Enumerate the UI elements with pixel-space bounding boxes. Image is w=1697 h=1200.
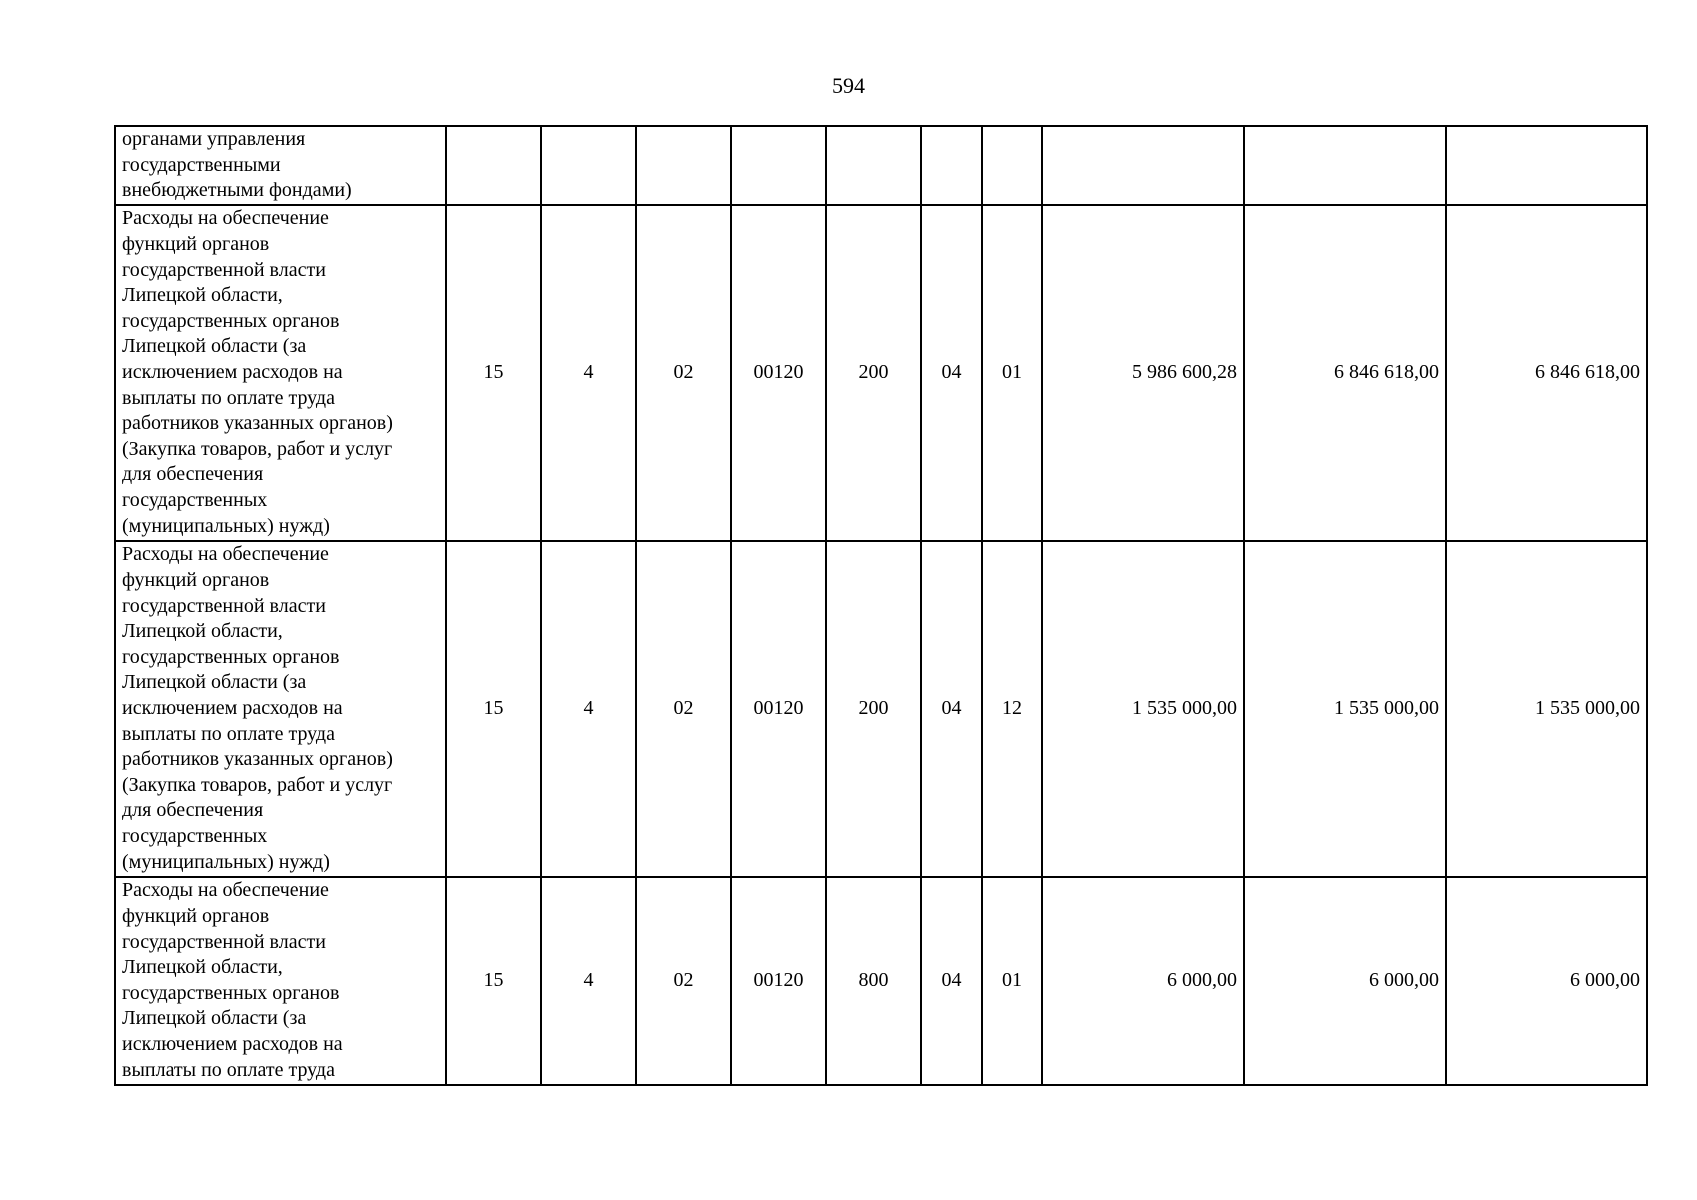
amount-cell: 1 535 000,00 (1042, 541, 1244, 877)
code-cell: 15 (446, 205, 541, 541)
amount-cell (1042, 126, 1244, 205)
description-line: государственных органов (122, 309, 340, 332)
page-number: 594 (832, 73, 865, 98)
description-line: выплаты по оплате труда (122, 1058, 335, 1081)
code-cell: 00120 (731, 205, 826, 541)
table-row (115, 877, 1647, 1085)
description-line: Липецкой области (за (122, 335, 307, 358)
code-cell: 200 (826, 205, 921, 541)
description-line: государственных органов (122, 645, 340, 668)
description-line: внебюджетными фондами) (122, 179, 352, 202)
code-cell (541, 126, 636, 205)
description-cell (115, 541, 446, 877)
description-line: (Закупка товаров, работ и услуг (122, 437, 393, 460)
description-cell (115, 205, 446, 541)
description-line: Липецкой области (за (122, 1007, 307, 1030)
amount-cell: 6 846 618,00 (1244, 205, 1446, 541)
description-line: исключением расходов на (122, 360, 343, 383)
amount-cell: 1 535 000,00 (1446, 541, 1647, 877)
amount-cell: 1 535 000,00 (1244, 541, 1446, 877)
code-cell: 15 (446, 541, 541, 877)
description-line: государственных (122, 488, 268, 511)
code-cell (636, 126, 731, 205)
description-line: государственной власти (122, 930, 326, 953)
code-cell: 4 (541, 541, 636, 877)
amount-cell: 6 846 618,00 (1446, 205, 1647, 541)
code-cell: 02 (636, 205, 731, 541)
amount-cell: 6 000,00 (1244, 877, 1446, 1085)
description-line: Липецкой области, (122, 284, 283, 307)
table-row (115, 126, 1647, 205)
code-cell: 04 (921, 205, 982, 541)
description-line: (муниципальных) нужд) (122, 850, 330, 873)
description-line: выплаты по оплате труда (122, 722, 335, 745)
description-line: (муниципальных) нужд) (122, 514, 330, 537)
description-line: для обеспечения (122, 799, 264, 822)
budget-table (114, 125, 1648, 1086)
description-line: государственных органов (122, 981, 340, 1004)
code-cell: 02 (636, 541, 731, 877)
description-cell (115, 126, 446, 205)
code-cell: 4 (541, 205, 636, 541)
description-line: выплаты по оплате труда (122, 386, 335, 409)
amount-cell: 6 000,00 (1446, 877, 1647, 1085)
code-cell: 200 (826, 541, 921, 877)
description-line: исключением расходов на (122, 1032, 343, 1055)
description-line: Липецкой области (за (122, 671, 307, 694)
description-line: государственной власти (122, 594, 326, 617)
code-cell (921, 126, 982, 205)
code-cell: 800 (826, 877, 921, 1085)
amount-cell: 6 000,00 (1042, 877, 1244, 1085)
description-line: функций органов (122, 569, 270, 592)
code-cell: 00120 (731, 877, 826, 1085)
description-line: Липецкой области, (122, 620, 283, 643)
code-cell: 04 (921, 877, 982, 1085)
code-cell: 02 (636, 877, 731, 1085)
description-line: Расходы на обеспечение (122, 207, 329, 230)
code-cell: 04 (921, 541, 982, 877)
code-cell: 15 (446, 877, 541, 1085)
code-cell (826, 126, 921, 205)
description-line: органами управления (122, 128, 306, 150)
code-cell: 00120 (731, 541, 826, 877)
description-line: Липецкой области, (122, 956, 283, 979)
description-cell (115, 877, 446, 1085)
description-line: функций органов (122, 905, 270, 927)
description-line: Расходы на обеспечение (122, 879, 329, 902)
description-line: государственными (122, 153, 281, 176)
amount-cell (1446, 126, 1647, 205)
description-line: функций органов (122, 233, 270, 256)
code-cell: 4 (541, 877, 636, 1085)
code-cell (731, 126, 826, 205)
code-cell (982, 126, 1042, 205)
description-line: (Закупка товаров, работ и услуг (122, 773, 393, 796)
amount-cell (1244, 126, 1446, 205)
description-line: государственных (122, 824, 268, 847)
description-line: исключением расходов на (122, 696, 343, 719)
code-cell: 01 (982, 877, 1042, 1085)
description-line: для обеспечения (122, 463, 264, 486)
code-cell (446, 126, 541, 205)
code-cell: 01 (982, 205, 1042, 541)
description-line: работников указанных органов) (122, 412, 393, 435)
table-row (115, 205, 1647, 541)
description-line: государственной власти (122, 258, 326, 281)
description-line: Расходы на обеспечение (122, 543, 329, 566)
description-line: работников указанных органов) (122, 748, 393, 771)
amount-cell: 5 986 600,28 (1042, 205, 1244, 541)
code-cell: 12 (982, 541, 1042, 877)
table-row (115, 541, 1647, 877)
